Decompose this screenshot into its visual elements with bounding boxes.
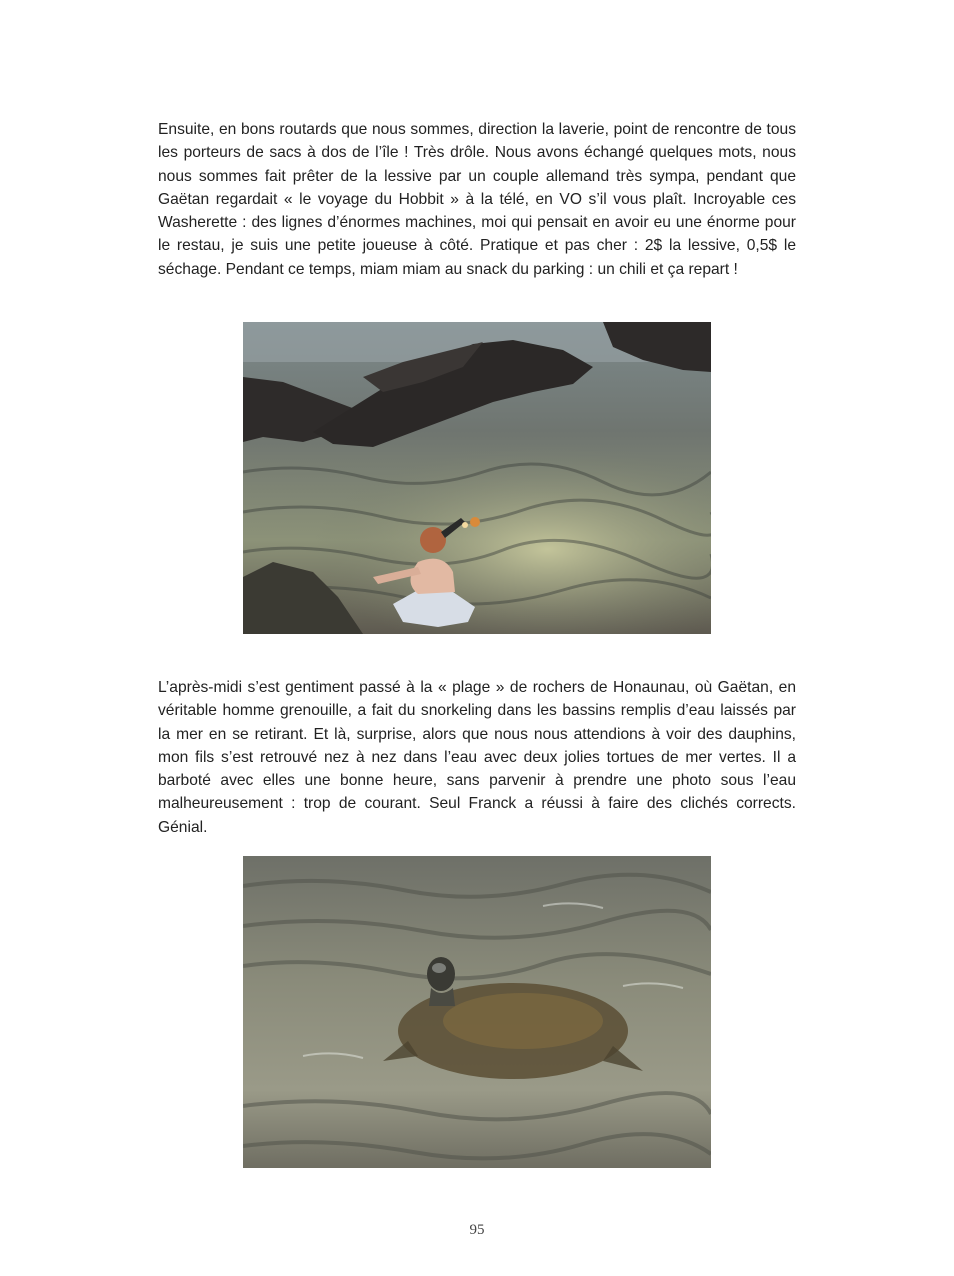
page-number: 95 (469, 1222, 485, 1238)
photo-snorkeling-boy (243, 322, 711, 634)
paragraph-honaunau: L’après-midi s’est gentiment passé à la « plage » de rochers de Honaunau, où Gaëtan, en véritable homme grenouille, a fait du snorkeling dans les bassins remplis d’eau laissés par la mer en se retirant. Et là, surprise, alors que nous nous attendions à voir des dauphins, mon fils s’est retrouvé nez à nez dans l’eau avec deux jolies tortues de mer vertes. Il a barboté avec elles une bonne heure, sans parvenir à prendre une photo sous l’eau malheureusement : trop de courant. Seul Franck a réussi à faire des clichés corrects. Génial. (158, 679, 796, 836)
paragraph-laundromat: Ensuite, en bons routards que nous sommes, direction la laverie, point de rencontre de tous les porteurs de sacs à dos de l’île ! Très drôle. Nous avons échangé quelques mots, nous nous sommes fait prêter de la lessive par un couple allemand très sympa, pendant que Gaëtan regardait « le voyage du Hobbit » à la télé, en VO s’il vous plaît. Incroyable ces Washerette : des lignes d’énormes machines, moi qui pensait en avoir eu une énorme pour le restau, je suis une petite joueuse à côté. Pratique et pas cher : 2$ la lessive, 0,5$ le séchage. Pendant ce temps, miam miam au snack du parking : un chili et ça repart ! (158, 121, 796, 278)
photo-sea-turtle (243, 856, 711, 1168)
snorkeling-photo-illustration (243, 322, 711, 634)
turtle-photo-illustration (243, 856, 711, 1168)
